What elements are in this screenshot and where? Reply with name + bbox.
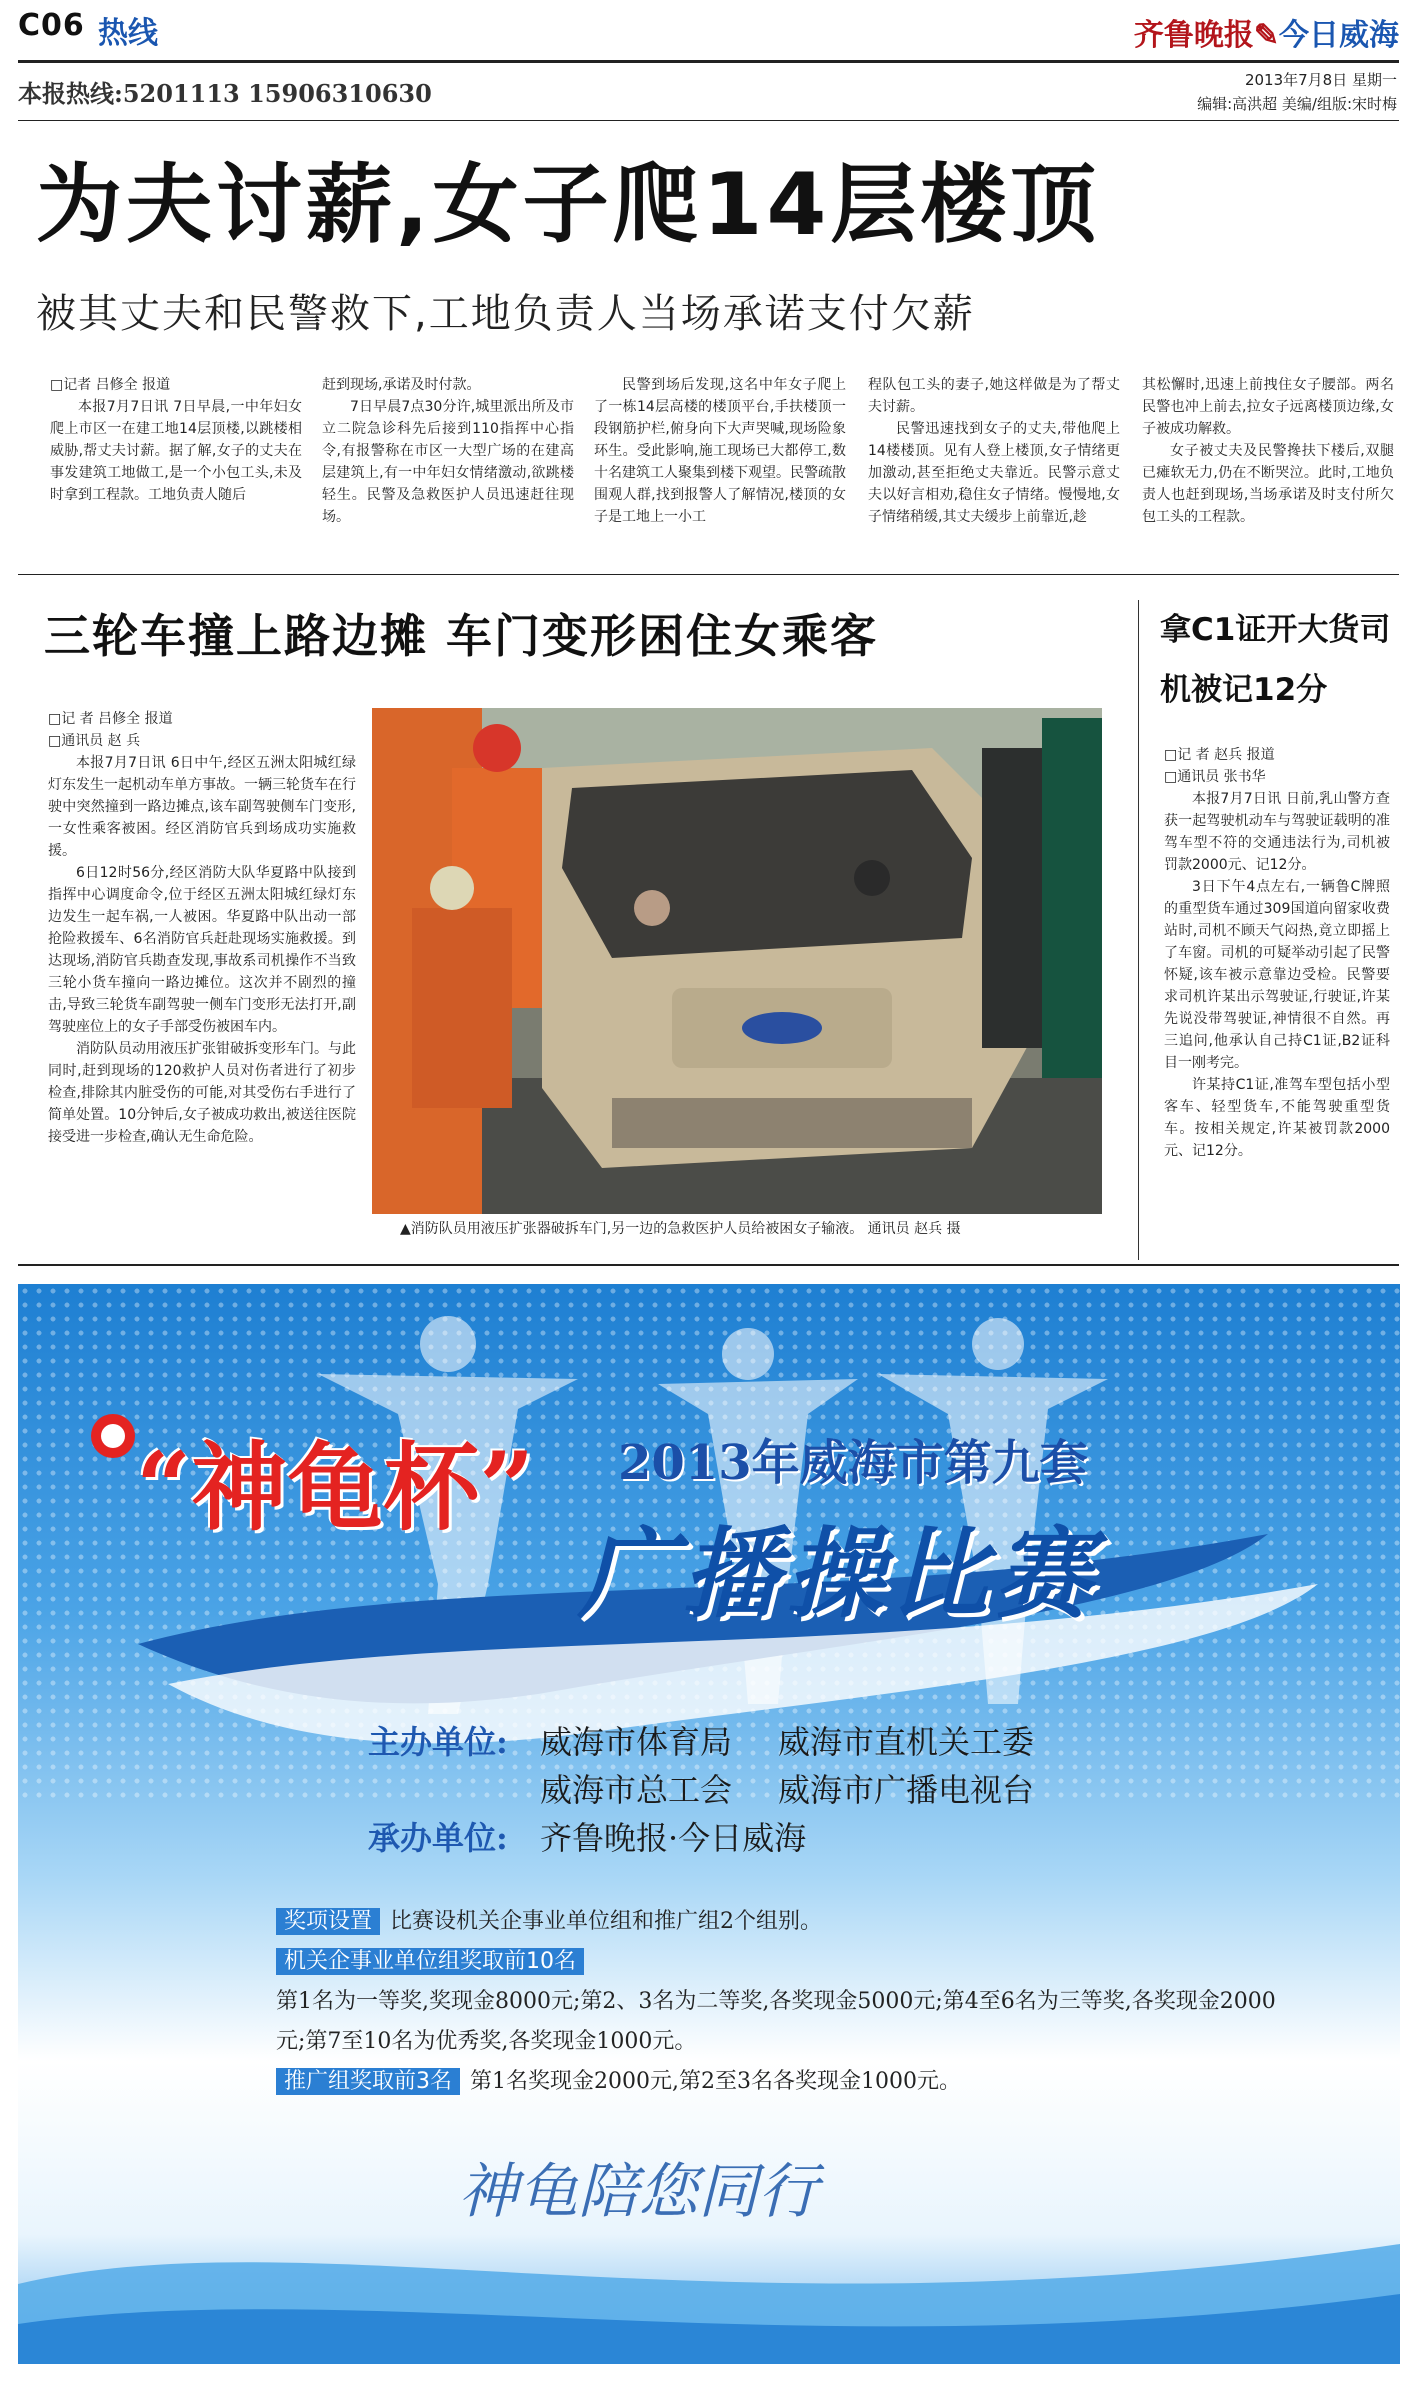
headline-main: 为夫讨薪,女子爬14层楼顶 — [36, 155, 1101, 255]
ad-title-year: 2013年威海市第九套 — [618, 1435, 1088, 1491]
group1-text: 第1名为一等奖,奖现金8000元;第2、3名为二等奖,各奖现金5000元;第4至6名为三等奖,各奖现金2000元;第7至10名为优秀奖,各奖现金1000元。 — [276, 1989, 1276, 2054]
paragraph: 消防队员动用液压扩张钳破拆变形车门。与此同时,赶到现场的120救护人员对伤者进行了初步检查,排除其内脏受伤的可能,对其受伤右手进行了简单处置。10分钟后,女子被成功救出,被送往医院接受进一步检查,确认无生命危险。 — [48, 1041, 356, 1145]
subheadline-main: 被其丈夫和民警救下,工地负责人当场承诺支付欠薪 — [36, 291, 975, 337]
story1-column-4 — [868, 374, 1120, 544]
group2-text: 第1名奖现金2000元,第2至3名各奖现金1000元。 — [470, 2069, 961, 2094]
story2-body — [48, 708, 356, 1248]
rescue-photo — [372, 708, 1102, 1214]
host-row-1 — [368, 1718, 1034, 1766]
issue-date: 2013年7月8日 星期一 — [1244, 71, 1397, 89]
paragraph: 本报7月7日讯 6日中午,经区五洲太阳城红绿灯东发生一起机动车单方事故。一辆三轮货车在行驶中突然撞到一路边摊点,该车副驾驶侧车门变形,一女性乘客被困。经区消防官兵到场成功实施救援。 — [48, 755, 356, 859]
paragraph: 女子被丈夫及民警搀扶下楼后,双腿已瘫软无力,仍在不断哭泣。此时,工地负责人也赶到现场,当场承诺及时支付所欠包工头的工程款。 — [1142, 443, 1394, 525]
prize-tag: 奖项设置 — [276, 1908, 380, 1935]
paragraph: 程队包工头的妻子,她这样做是为了帮丈夫讨薪。 — [868, 377, 1120, 415]
paragraph: 3日下午4点左右,一辆鲁C牌照的重型货车通过309国道向留家收费站时,司机不顾天气闷热,竟立即摇上了车窗。司机的可疑举动引起了民警怀疑,该车被示意靠边受检。民警要求司机许某出示驾驶证,行驶证,许某先说没带驾驶证,神情很不自然。再三追问,他承认自己持C1证,B2证科目一刚考完。 — [1164, 879, 1390, 1071]
column-divider — [1138, 600, 1139, 1260]
host: 威海市直机关工委 — [778, 1723, 1035, 1761]
section-rule — [18, 1264, 1399, 1266]
prize-text: 比赛设机关企事业单位组和推广组2个组别。 — [390, 1909, 823, 1934]
paragraph: 其松懈时,迅速上前拽住女子腰部。两名民警也冲上前去,拉女子远离楼顶边缘,女子被成功解救。 — [1142, 377, 1394, 437]
organizer-label: 承办单位: — [368, 1819, 508, 1857]
host: 威海市总工会 — [540, 1771, 733, 1809]
organizer: 齐鲁晚报·今日威海 — [540, 1819, 807, 1857]
story1-column-5 — [1142, 374, 1394, 544]
newspaper-brand — [1134, 10, 1399, 54]
host: 威海市广播电视台 — [778, 1771, 1035, 1809]
byline: □通讯员 张书华 — [1164, 769, 1266, 785]
side-headline: 拿C1证开大货司机被记12分 — [1160, 612, 1391, 708]
brand-local: 今日威海 — [1279, 18, 1399, 53]
ad-title-main: 广播操比赛 — [578, 1518, 1099, 1632]
paragraph: 本报7月7日讯 7日早晨,一中年妇女爬上市区一在建工地14层顶楼,以跳楼相威胁,帮丈夫讨薪。据了解,女子的丈夫在事发建筑工地做工,是一个小包工头,未及时拿到工程款。工地负责人随后 — [50, 399, 302, 503]
brand-name: 齐鲁晚报 — [1133, 18, 1254, 53]
group2-row — [276, 2062, 1276, 2102]
brand-separator: ✎ — [1253, 18, 1279, 53]
headline-secondary: 三轮车撞上路边摊 车门变形困住女乘客 — [44, 609, 879, 663]
photo-caption: ▲消防队员用液压扩张器破拆车门,另一边的急救医护人员给被困女子输液。 通讯员 赵兵 摄 — [400, 1221, 961, 1237]
byline: □记 者 吕修全 报道 — [48, 711, 173, 727]
section-rule — [18, 574, 1399, 575]
header-rule — [18, 60, 1399, 63]
paragraph: 7日早晨7点30分许,城里派出所及市立二院急诊科先后接到110指挥中心指令,有报警称在市区一大型广场的在建高层建筑上,有一中年妇女情绪激动,欲跳楼轻生。民警及急救医护人员迅速赶往现场。 — [322, 399, 574, 525]
byline: □记 者 赵兵 报道 — [1164, 747, 1275, 763]
story1-column-1 — [50, 374, 302, 544]
organizer-row — [368, 1814, 1034, 1862]
date-block — [1197, 68, 1397, 116]
editors: 编辑:高洪超 美编/组版:宋时梅 — [1197, 95, 1397, 113]
byline: □记者 吕修全 报道 — [50, 377, 171, 393]
side-story-body — [1164, 744, 1390, 1264]
section-title: 热线 — [98, 16, 158, 51]
prize-row — [276, 1902, 1276, 1942]
ad-signature: 神龟陪您同行 — [458, 2157, 818, 2227]
group2-tag: 推广组奖取前3名 — [276, 2068, 460, 2095]
advertisement — [18, 1284, 1400, 2364]
paragraph: 许某持C1证,准驾车型包括小型客车、轻型货车,不能驾驶重型货车。按相关规定,许某被罚款2000元、记12分。 — [1164, 1077, 1390, 1159]
paragraph: 民警迅速找到女子的丈夫,带他爬上14楼楼顶。见有人登上楼顶,女子情绪更加激动,甚至拒绝丈夫靠近。民警示意丈夫以好言相劝,稳住女子情绪。慢慢地,女子情绪稍缓,其丈夫缓步上前靠近,趁 — [868, 421, 1120, 525]
byline: □通讯员 赵 兵 — [48, 733, 141, 749]
ad-title-quote: “神龟杯” — [136, 1431, 535, 1544]
host-label: 主办单位: — [368, 1723, 508, 1761]
group1-tag-row — [276, 1942, 1276, 1982]
header-rule-thin — [18, 120, 1399, 121]
group1-tag: 机关企事业单位组奖取前10名 — [276, 1948, 584, 1975]
paragraph: 赶到现场,承诺及时付款。 — [322, 377, 481, 393]
page-number: C06 — [18, 8, 85, 43]
paragraph: 本报7月7日讯 日前,乳山警方查获一起驾驶机动车与驾驶证载明的准驾车型不符的交通违法行为,司机被罚款2000元、记12分。 — [1164, 791, 1390, 873]
rescue-photo-illustration — [372, 708, 1102, 1214]
ad-organizers — [368, 1718, 1034, 1862]
paragraph: 民警到场后发现,这名中年女子爬上了一栋14层高楼的楼顶平台,手扶楼顶一段钢筋护栏,俯身向下大声哭喊,现场险象环生。受此影响,施工现场已大都停工,数十名建筑工人聚集到楼下观望。民警疏散围观人群,找到报警人了解情况,楼顶的女子是工地上一小工 — [594, 377, 846, 525]
ad-prizes — [276, 1902, 1276, 2102]
story1-column-3 — [594, 374, 846, 544]
host-row-2 — [368, 1766, 1034, 1814]
paragraph: 6日12时56分,经区消防大队华夏路中队接到指挥中心调度命令,位于经区五洲太阳城红绿灯东边发生一起车祸,一人被困。华夏路中队出动一部抢险救援车、6名消防官兵赶赴现场实施救援。到达现场,消防官兵勘查发现,事故系司机操作不当致三轮小货车撞向一路边摊位。这次并不剧烈的撞击,导致三轮货车副驾驶一侧车门变形无法打开,副驾驶座位上的女子手部受伤被困车内。 — [48, 865, 356, 1035]
hotline: 本报热线:5201113 15906310630 — [18, 79, 432, 108]
host: 威海市体育局 — [540, 1723, 733, 1761]
story1-column-2 — [322, 374, 574, 544]
